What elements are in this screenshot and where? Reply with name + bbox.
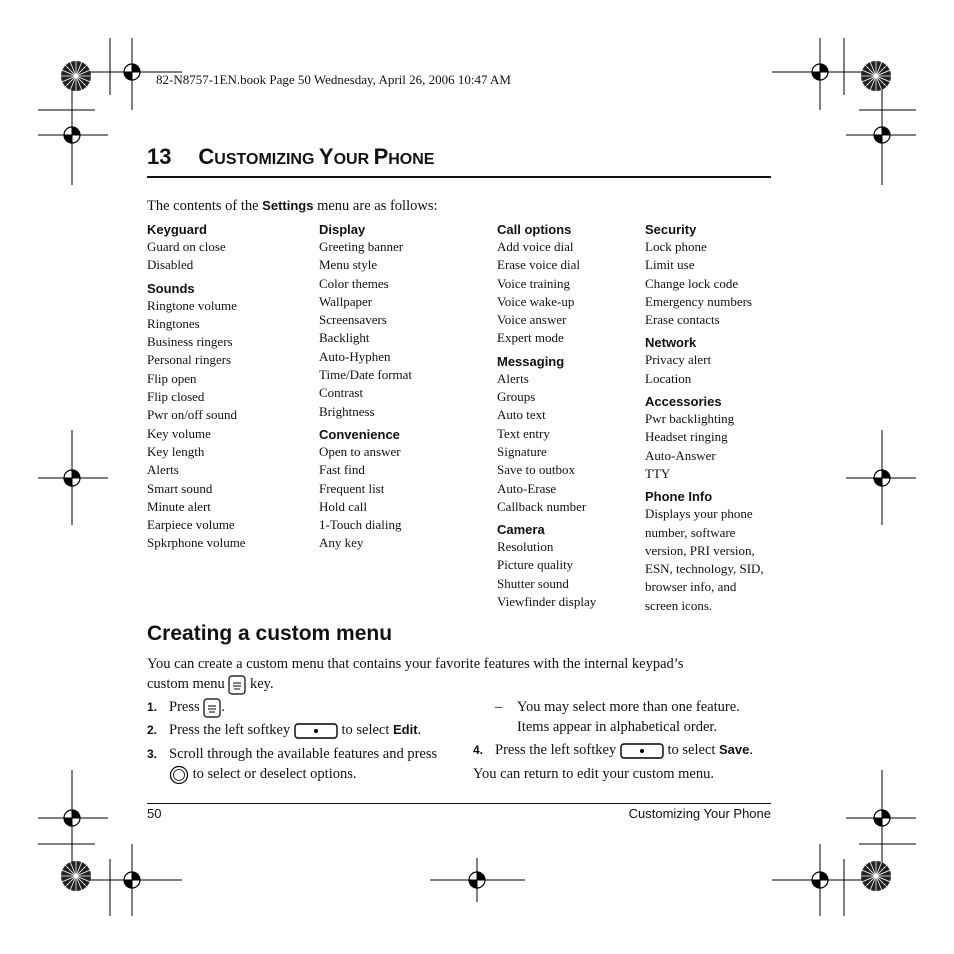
menu-item: Flip closed xyxy=(147,389,205,405)
menu-item: ESN, technology, SID, xyxy=(645,561,764,577)
menu-item: Screensavers xyxy=(319,312,387,328)
chapter-title-part: P xyxy=(373,144,389,169)
note-multiple-features: – You may select more than one feature. xyxy=(495,699,740,715)
menu-item: Erase contacts xyxy=(645,312,720,328)
menu-item: Alerts xyxy=(147,462,179,478)
menu-item: Auto-Hyphen xyxy=(319,348,391,364)
menu-item: Greeting banner xyxy=(319,239,404,254)
menu-item: Voice answer xyxy=(497,312,567,328)
menu-item: Earpiece volume xyxy=(147,517,235,533)
step-1: 1. Press . xyxy=(147,697,467,720)
menu-item: Auto-Erase xyxy=(497,480,557,496)
menu-item: Picture quality xyxy=(497,557,574,573)
menu-item: Hold call xyxy=(319,498,368,514)
menu-item: version, PRI version, xyxy=(645,542,755,558)
menu-heading: Call options xyxy=(497,222,572,237)
menu-item: Privacy alert xyxy=(645,352,712,368)
menu-item: Voice wake-up xyxy=(497,293,575,309)
menu-heading: Sounds xyxy=(147,280,195,296)
page-number: 50 xyxy=(147,806,162,821)
menu-item: Personal ringers xyxy=(147,352,232,368)
menu-item: Business ringers xyxy=(147,334,233,350)
chapter-title-part: OUR xyxy=(333,151,374,168)
settings-menu-name: Settings xyxy=(262,198,314,213)
menu-item: Lock phone xyxy=(645,239,707,254)
menu-item: Key length xyxy=(147,443,205,459)
menu-item: Menu style xyxy=(319,257,378,273)
menu-heading: Display xyxy=(319,222,366,237)
chapter-title-part: C xyxy=(198,144,215,169)
step-3: 3. Scroll through the available features and press xyxy=(147,746,438,762)
menu-item: Limit use xyxy=(645,257,695,273)
chapter-title xyxy=(198,144,435,169)
chapter-number: 13 xyxy=(147,144,172,169)
menu-item: Viewfinder display xyxy=(497,594,597,610)
menu-item: Key volume xyxy=(147,425,211,441)
menu-item: TTY xyxy=(645,465,671,481)
menu-item: Alerts xyxy=(497,370,529,386)
ok-key-icon xyxy=(169,765,189,785)
intro-text: The contents of the Settings menu are as follows: xyxy=(147,198,438,214)
menu-item: Wallpaper xyxy=(319,293,373,309)
menu-item: browser info, and xyxy=(645,579,737,595)
menu-column-4 xyxy=(645,222,764,615)
menu-heading: Security xyxy=(645,222,697,237)
menu-item: Guard on close xyxy=(147,239,226,254)
menu-item: Callback number xyxy=(497,498,587,514)
footer-title: Customizing Your Phone xyxy=(628,806,771,821)
menu-item: Shutter sound xyxy=(497,575,569,591)
step-2: 2. Press the left softkey to select Edit. xyxy=(147,722,422,738)
chapter-heading xyxy=(147,144,434,170)
menu-item: Auto text xyxy=(497,407,546,423)
menu-item: Spkrphone volume xyxy=(147,535,246,551)
menu-item: Expert mode xyxy=(497,330,564,346)
menu-heading: Keyguard xyxy=(147,222,207,237)
menu-item: Location xyxy=(645,370,692,386)
menu-item: Displays your phone xyxy=(645,506,753,522)
menu-item: Pwr on/off sound xyxy=(147,407,238,423)
menu-item: Headset ringing xyxy=(645,429,728,445)
menu-item: Disabled xyxy=(147,257,194,273)
menu-heading: Messaging xyxy=(497,353,565,369)
menu-item: screen icons. xyxy=(645,597,713,613)
menu-column-3 xyxy=(497,222,596,611)
menu-heading: Network xyxy=(645,335,697,351)
menu-item: Groups xyxy=(497,389,536,405)
chapter-title-part: Y xyxy=(318,144,334,169)
menu-item: 1-Touch dialing xyxy=(319,517,402,533)
steps-left: 1. Press . 2. Press the left softkey to select Edit. 3. Scroll through the available features and press to select or deselect options. xyxy=(147,697,467,785)
menu-item: Fast find xyxy=(319,462,365,478)
menu-item: Color themes xyxy=(319,275,389,291)
chapter-title-part: USTOMIZING xyxy=(214,151,319,168)
menu-item: Ringtone volume xyxy=(147,297,237,313)
section-paragraph: You can create a custom menu that contains your favorite features with the internal keypad’s custom menu key. xyxy=(147,654,683,695)
menu-item: Emergency numbers xyxy=(645,293,752,309)
custom-menu-key-icon xyxy=(228,675,246,695)
menu-column-2 xyxy=(319,222,412,553)
chapter-title-part: HONE xyxy=(388,151,435,168)
menu-item: Save to outbox xyxy=(497,462,575,478)
print-stamp: 82-N8757-1EN.book Page 50 Wednesday, April 26, 2006 10:47 AM xyxy=(156,72,511,87)
menu-item: Open to answer xyxy=(319,443,401,459)
menu-item: number, software xyxy=(645,524,736,540)
menu-item: Frequent list xyxy=(319,480,385,496)
steps-right: – You may select more than one feature. Items appear in alphabetical order. 4. Press the left softkey to select Save. You can return to edit your custom menu. xyxy=(473,697,773,784)
menu-item: Erase voice dial xyxy=(497,257,581,273)
menu-heading: Phone Info xyxy=(645,489,713,505)
menu-item: Minute alert xyxy=(147,498,211,514)
menu-heading: Convenience xyxy=(319,426,400,442)
left-softkey-icon xyxy=(294,723,338,739)
menu-item: Ringtones xyxy=(147,315,200,331)
menu-item: Signature xyxy=(497,443,547,459)
menu-item: Flip open xyxy=(147,370,197,386)
closing-note: You can return to edit your custom menu. xyxy=(473,766,714,782)
custom-menu-key-icon xyxy=(203,698,221,718)
menu-item: Time/Date format xyxy=(319,367,413,383)
chapter-rule xyxy=(147,176,771,178)
menu-item: Add voice dial xyxy=(497,239,574,254)
menu-item: Resolution xyxy=(497,539,554,555)
section-title: Creating a custom menu xyxy=(147,622,393,645)
left-softkey-icon xyxy=(620,743,664,759)
menu-item: Backlight xyxy=(319,330,370,346)
menu-item: Text entry xyxy=(497,425,550,441)
menu-heading: Accessories xyxy=(645,394,722,410)
menu-item: Auto-Answer xyxy=(645,447,716,463)
menu-item: Pwr backlighting xyxy=(645,411,735,427)
footer-rule xyxy=(147,803,771,804)
menu-item: Voice training xyxy=(497,275,571,291)
menu-column-1 xyxy=(147,222,246,553)
menu-item: Smart sound xyxy=(147,480,213,496)
step-4: 4. Press the left softkey to select Save. xyxy=(473,742,754,758)
menu-heading: Camera xyxy=(497,522,545,538)
menu-item: Any key xyxy=(319,535,364,551)
menu-item: Change lock code xyxy=(645,275,739,291)
menu-item: Brightness xyxy=(319,403,375,419)
menu-item: Contrast xyxy=(319,385,364,401)
